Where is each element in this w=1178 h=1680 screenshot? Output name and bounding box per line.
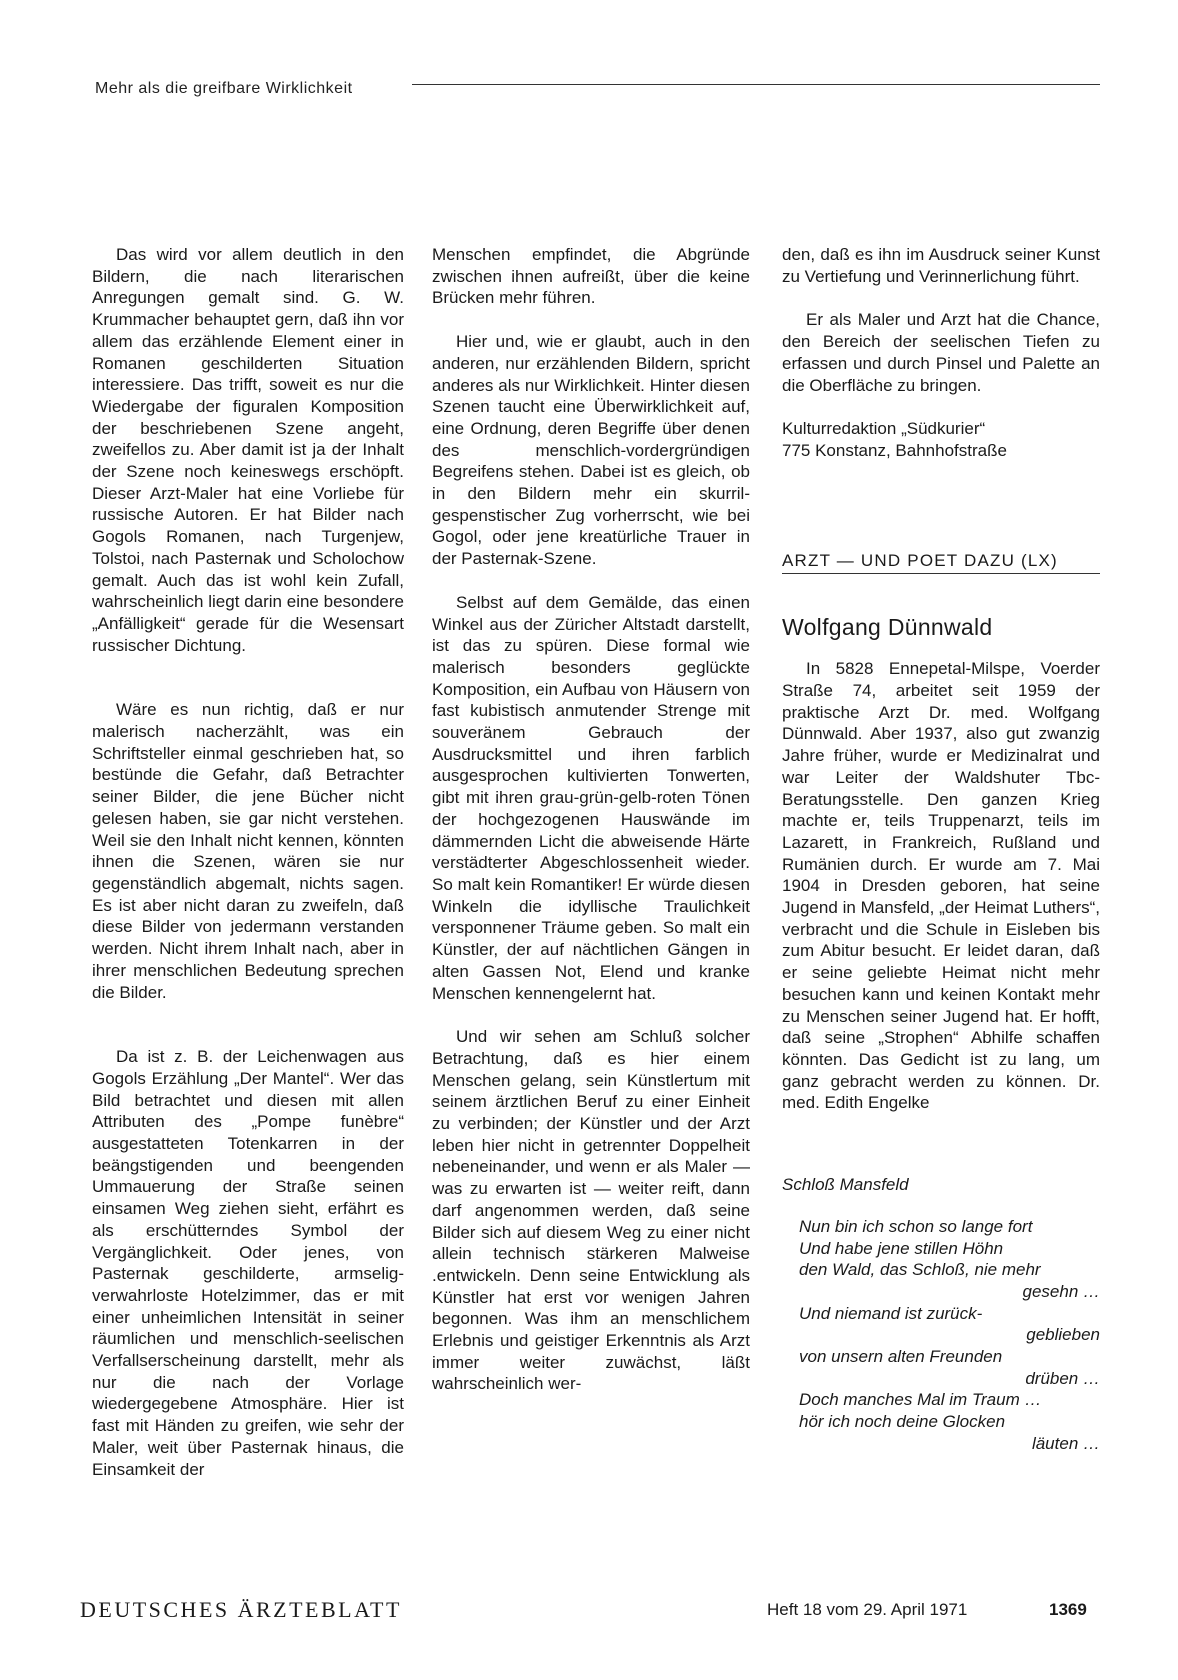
column-2	[432, 244, 750, 1395]
poem-title: Schloß Mansfeld	[782, 1175, 909, 1195]
column-1	[92, 244, 404, 1480]
paragraph: Selbst auf dem Gemälde, das einen Winkel aus der Züricher Altstadt darstellt, ist das zu spüren. Diese formal wie malerisch besonders geglückte Komposition, ein Aufbau von Häusern von fast kubistisch anmutender Strenge mit souveränem Gebrauch der Ausdrucksmittel und ihren farblich ausgesprochen kultivierten Tonwerten, gibt mit ihren grau-grün-gelb-roten Tönen der hochgezogenen Hauswände im dämmernden Licht die abweisende Härte verstädterter Abgeschlossenheit wieder. So malt kein Romantiker! Er würde diesen Winkeln die idyllische Traulichkeit versponnener Träume geben. So malt ein Künstler, der auf nächtlichen Gängen in alten Gassen Not, Elend und kranke Menschen kennengelernt hat.	[432, 592, 750, 1003]
poem	[782, 1216, 1100, 1455]
header-rule	[412, 84, 1100, 85]
paragraph: Da ist z. B. der Leichenwagen aus Gogols Erzählung „Der Mantel“. Wer das Bild betrachtet und diesen mit allen Attributen des „Pompe funèbre“ ausgestatteten Totenkarren in der beängstigenden und beengenden Ummauerung der Straße seinen einsamen Weg ziehen sieht, erfährt es als erschütterndes Symbol der Vergänglichkeit. Oder jenes, von Pasternak geschilderte, armselig-verwahrloste Hotelzimmer, das er mit einer unheimlichen Intensität in seiner räumlichen und menschlich-seelischen Verfallserscheinung darstellt, mehr als nur die nach der Vorlage wiedergegebene Atmosphäre. Hier ist fast mit Händen zu greifen, wie sehr der Maler, weit über Pasternak hinaus, die Einsamkeit der	[92, 1047, 404, 1479]
journal-title: DEUTSCHES ÄRZTEBLATT	[80, 1597, 402, 1622]
signature-line: Kulturredaktion „Südkurier“	[782, 419, 986, 439]
section-label: ARZT — UND POET DAZU (LX)	[782, 550, 1100, 575]
poem-line: Und habe jene stillen Höhn	[799, 1238, 1004, 1258]
poem-line: hör ich noch deine Glocken	[799, 1412, 1006, 1432]
poem-line: den Wald, das Schloß, nie mehr	[799, 1260, 1041, 1280]
poem-line: gesehn …	[1022, 1281, 1100, 1301]
poem-line: Und niemand ist zurück-	[799, 1303, 983, 1323]
running-head: Mehr als die greifbare Wirklichkeit	[95, 80, 353, 97]
poem-line: geblieben	[1026, 1325, 1100, 1345]
issue-info: Heft 18 vom 29. April 1971	[767, 1600, 968, 1619]
poem-line: drüben …	[1025, 1368, 1100, 1388]
column-3	[782, 244, 1100, 1455]
signature-line: 775 Konstanz, Bahnhofstraße	[782, 440, 1007, 460]
paragraph: Und wir sehen am Schluß solcher Betrachtung, daß es hier einem Menschen gelang, sein Künstlertum mit seinem ärztlichen Beruf zu einer Einheit zu verbinden; der Künstler und der Arzt leben hier nicht in getrennter Doppelheit nebeneinander, und wenn er als Maler — was zu erwarten ist — weiter reift, dann darf angenommen werden, daß seine Bilder sich auf diesem Weg zu einer nicht allein technisch stärkeren Malweise .entwickeln. Denn seine Entwicklung als Künstler hat erst vor wenigen Jahren begonnen. Was ihm an menschlichem Erlebnis und geistiger Erkenntnis als Arzt immer weiter zuwächst, läßt wahrscheinlich wer-	[432, 1027, 750, 1394]
paragraph: Er als Maler und Arzt hat die Chance, den Bereich der seelischen Tiefen zu erfassen und durch Pinsel und Palette an die Oberfläche zu bringen.	[782, 310, 1100, 395]
paragraph: Hier und, wie er glaubt, auch in den anderen, nur erzählenden Bildern, spricht anderes als nur Wirklichkeit. Hinter diesen Szenen taucht eine Überwirklichkeit auf, eine Ordnung, deren Begriffe über denen des menschlich-vordergründigen Begreifens stehen. Dabei ist es gleich, ob in den Bildern mehr ein skurril-gespenstischer Zug vorherrscht, wie bei Gogol, oder jene kreatürliche Trauer in der Pasternak-Szene.	[432, 332, 750, 569]
paragraph: Wäre es nun richtig, daß er nur malerisch nacherzählt, was ein Schriftsteller einmal geschrieben hat, so bestünde die Gefahr, daß Betrachter seiner Bilder, die jene Bücher nicht gelesen haben, sie gar nicht verstehen. Weil sie den Inhalt nicht kennen, könnten ihnen die Szenen, wären sie nur gegenständlich abgemalt, nichts sagen. Es ist aber nicht daran zu zweifeln, daß diese Bilder von jedermann verstanden werden. Nicht ihrem Inhalt nach, aber in ihrer menschlichen Bedeutung sprechen die Bilder.	[92, 700, 404, 1002]
author-name: Wolfgang Dünnwald	[782, 614, 993, 641]
poem-line: Nun bin ich schon so lange fort	[799, 1216, 1033, 1236]
page-number: 1369	[1049, 1600, 1087, 1619]
author-bio: In 5828 Ennepetal-Milspe, Voerder Straße 74, arbeitet seit 1959 der praktische Arzt Dr. med. Wolfgang Dünnwald. Aber 1937, also gut zwanzig Jahre früher, wurde er Medizinalrat und war Leiter der Waldshuter Tbc-Beratungsstelle. Den ganzen Krieg machte er, teils Truppenarzt, teils im Lazarett, in Frankreich, Rußland und Rumänien durch. Er wurde am 7. Mai 1904 in Dresden geboren, hat seine Jugend in Mansfeld, „der Heimat Luthers“, verbracht und die Schule in Eisleben bis zum Abitur besucht. Er leidet daran, daß er seine geliebte Heimat nicht mehr besuchen kann und keinen Kontakt mehr zu Menschen seiner Jugend hat. Er hofft, daß seine „Strophen“ Abhilfe schaffen könnten. Das Gedicht ist zu lang, um ganz gebracht werden zu können. Dr. med. Edith Engelke	[782, 659, 1100, 1113]
poem-line: Doch manches Mal im Traum …	[799, 1390, 1042, 1410]
poem-line: von unsern alten Freunden	[799, 1347, 1003, 1367]
paragraph: Menschen empfindet, die Abgründe zwischen ihnen aufreißt, über die keine Brücken mehr führen.	[432, 245, 750, 308]
paragraph: Das wird vor allem deutlich in den Bildern, die nach literarischen Anregungen gemalt sind. G. W. Krummacher behauptet gern, daß ihn vor allem das erzählende Element einer in Romanen geschilderten Situation interessiere. Das trifft, soweit es nur die Wiedergabe der figuralen Komposition der beschriebenen Szene angeht, zweifellos zu. Aber damit ist ja der Inhalt der Szene noch keineswegs erschöpft. Dieser Arzt-Maler hat eine Vorliebe für russische Autoren. Er hat Bilder nach Gogols Romanen, nach Turgenjew, Tolstoi, nach Pasternak und Scholochow gemalt. Auch das ist wohl kein Zufall, wahrscheinlich liegt darin eine besondere „Anfälligkeit“ gerade für die Wesensart russischer Dichtung.	[92, 245, 404, 655]
poem-line: läuten …	[1031, 1433, 1100, 1453]
paragraph: den, daß es ihn im Ausdruck seiner Kunst zu Vertiefung und Verinnerlichung führt.	[782, 245, 1100, 286]
